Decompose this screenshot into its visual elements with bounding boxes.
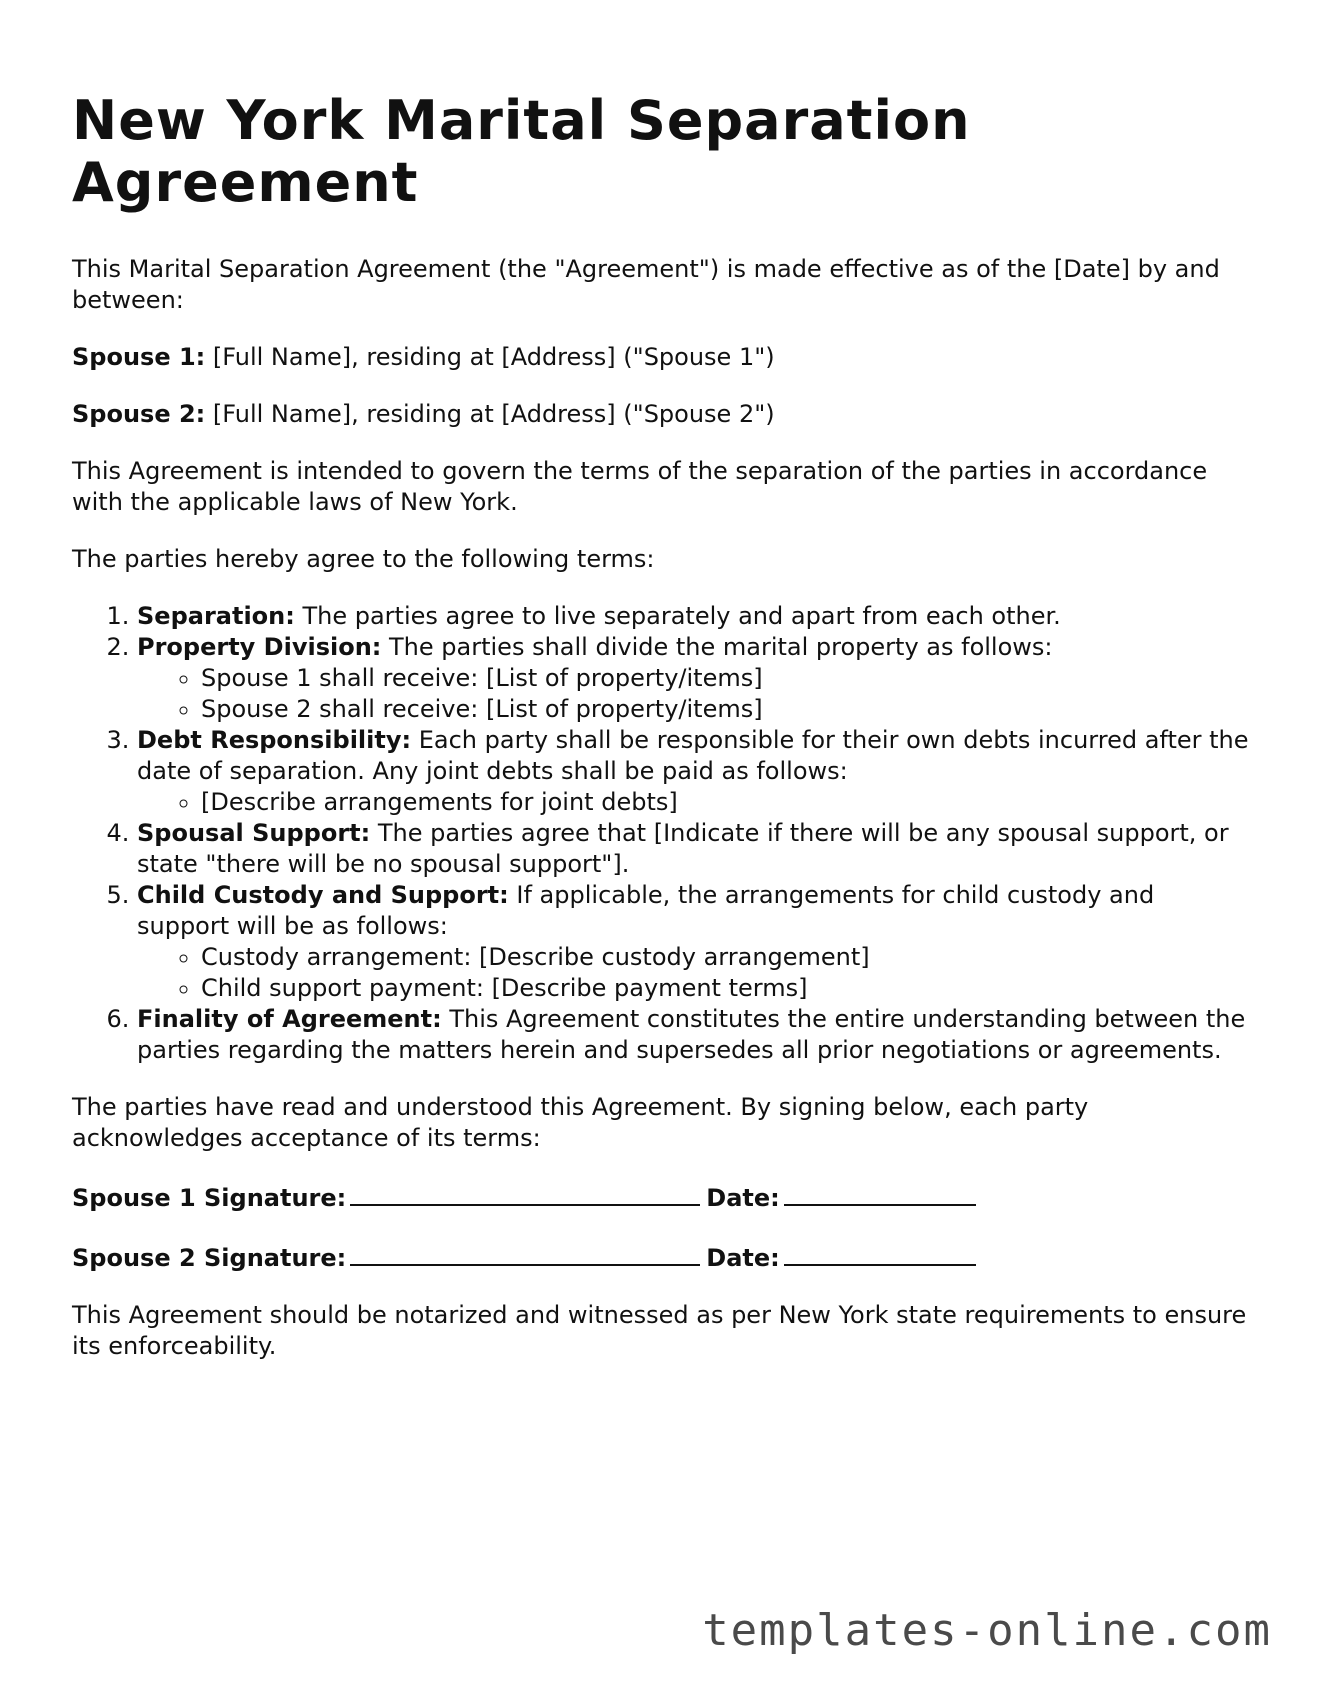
date-label: Date: [706, 1244, 780, 1272]
date-field[interactable] [784, 1180, 976, 1206]
signature-label: Spouse 2 Signature: [72, 1244, 347, 1272]
spouse-2-text: [Full Name], residing at [Address] ("Spouse 2") [205, 400, 775, 428]
term-item [137, 725, 1252, 818]
term-label: Property Division: [137, 633, 382, 661]
term-item [137, 880, 1252, 1004]
watermark: templates-online.com [702, 1605, 1272, 1656]
document-title: New York Marital Separation Agreement [72, 89, 971, 214]
spouse-1-text: [Full Name], residing at [Address] ("Spouse 1") [205, 343, 775, 371]
signature-label: Spouse 1 Signature: [72, 1184, 347, 1212]
sub-item: ◦ Custody arrangement: [Describe custody arrangement] [201, 942, 1252, 973]
terms-list [72, 601, 1252, 1066]
sub-item: ◦ [Describe arrangements for joint debts] [201, 787, 1252, 818]
term-label: Finality of Agreement: [137, 1005, 442, 1033]
term-label: Child Custody and Support: [137, 881, 509, 909]
term-text: The parties agree to live separately and apart from each other. [294, 602, 1061, 630]
term-label: Spousal Support: [137, 819, 371, 847]
term-item [137, 601, 1252, 632]
spouse-2-line [72, 399, 1252, 430]
term-sublist [137, 942, 1252, 1004]
notary-note: This Agreement should be notarized and witnessed as per New York state requirements to ensure its enforceability. [72, 1301, 1247, 1360]
term-sublist [137, 663, 1252, 725]
term-text: This Agreement constitutes the entire understanding between the parties regarding the matters herein and supersedes all prior negotiations or agreements. [137, 1005, 1246, 1064]
term-text: Each party shall be responsible for their own debts incurred after the date of separation. Any joint debts shall be paid as follows: [137, 726, 1249, 785]
term-text: If applicable, the arrangements for child custody and support will be as follows: [137, 881, 1155, 940]
term-label: Debt Responsibility: [137, 726, 412, 754]
purpose-paragraph: This Agreement is intended to govern the terms of the separation of the parties in accordance with the applicable laws of New York. [72, 457, 1208, 516]
document-page [72, 90, 1252, 1388]
sub-item: ◦ Child support payment: [Describe payment terms] [201, 973, 1252, 1004]
intro-paragraph: This Marital Separation Agreement (the "Agreement") is made effective as of the [Date] by and between: [72, 255, 1220, 314]
signature-field[interactable] [350, 1180, 700, 1206]
spouse-1-signature-line [72, 1180, 1252, 1214]
date-label: Date: [706, 1184, 780, 1212]
terms-intro: The parties hereby agree to the following terms: [72, 545, 655, 573]
sub-item: ◦ Spouse 1 shall receive: [List of property/items] [201, 663, 1252, 694]
acknowledgment-paragraph: The parties have read and understood this Agreement. By signing below, each party acknowledges acceptance of its terms: [72, 1093, 1089, 1152]
spouse-2-label: Spouse 2: [72, 400, 206, 428]
sub-item: ◦ Spouse 2 shall receive: [List of property/items] [201, 694, 1252, 725]
term-item [137, 818, 1252, 880]
date-field[interactable] [784, 1240, 976, 1266]
term-sublist [137, 787, 1252, 818]
term-label: Separation: [137, 602, 295, 630]
signature-field[interactable] [350, 1240, 700, 1266]
spouse-1-line [72, 342, 1252, 373]
spouse-2-signature-line [72, 1240, 1252, 1274]
term-text: The parties agree that [Indicate if there will be any spousal support, or state "there will be no spousal support"]. [137, 819, 1229, 878]
term-text: The parties shall divide the marital property as follows: [381, 633, 1053, 661]
term-item [137, 1004, 1252, 1066]
spouse-1-label: Spouse 1: [72, 343, 206, 371]
term-item [137, 632, 1252, 725]
